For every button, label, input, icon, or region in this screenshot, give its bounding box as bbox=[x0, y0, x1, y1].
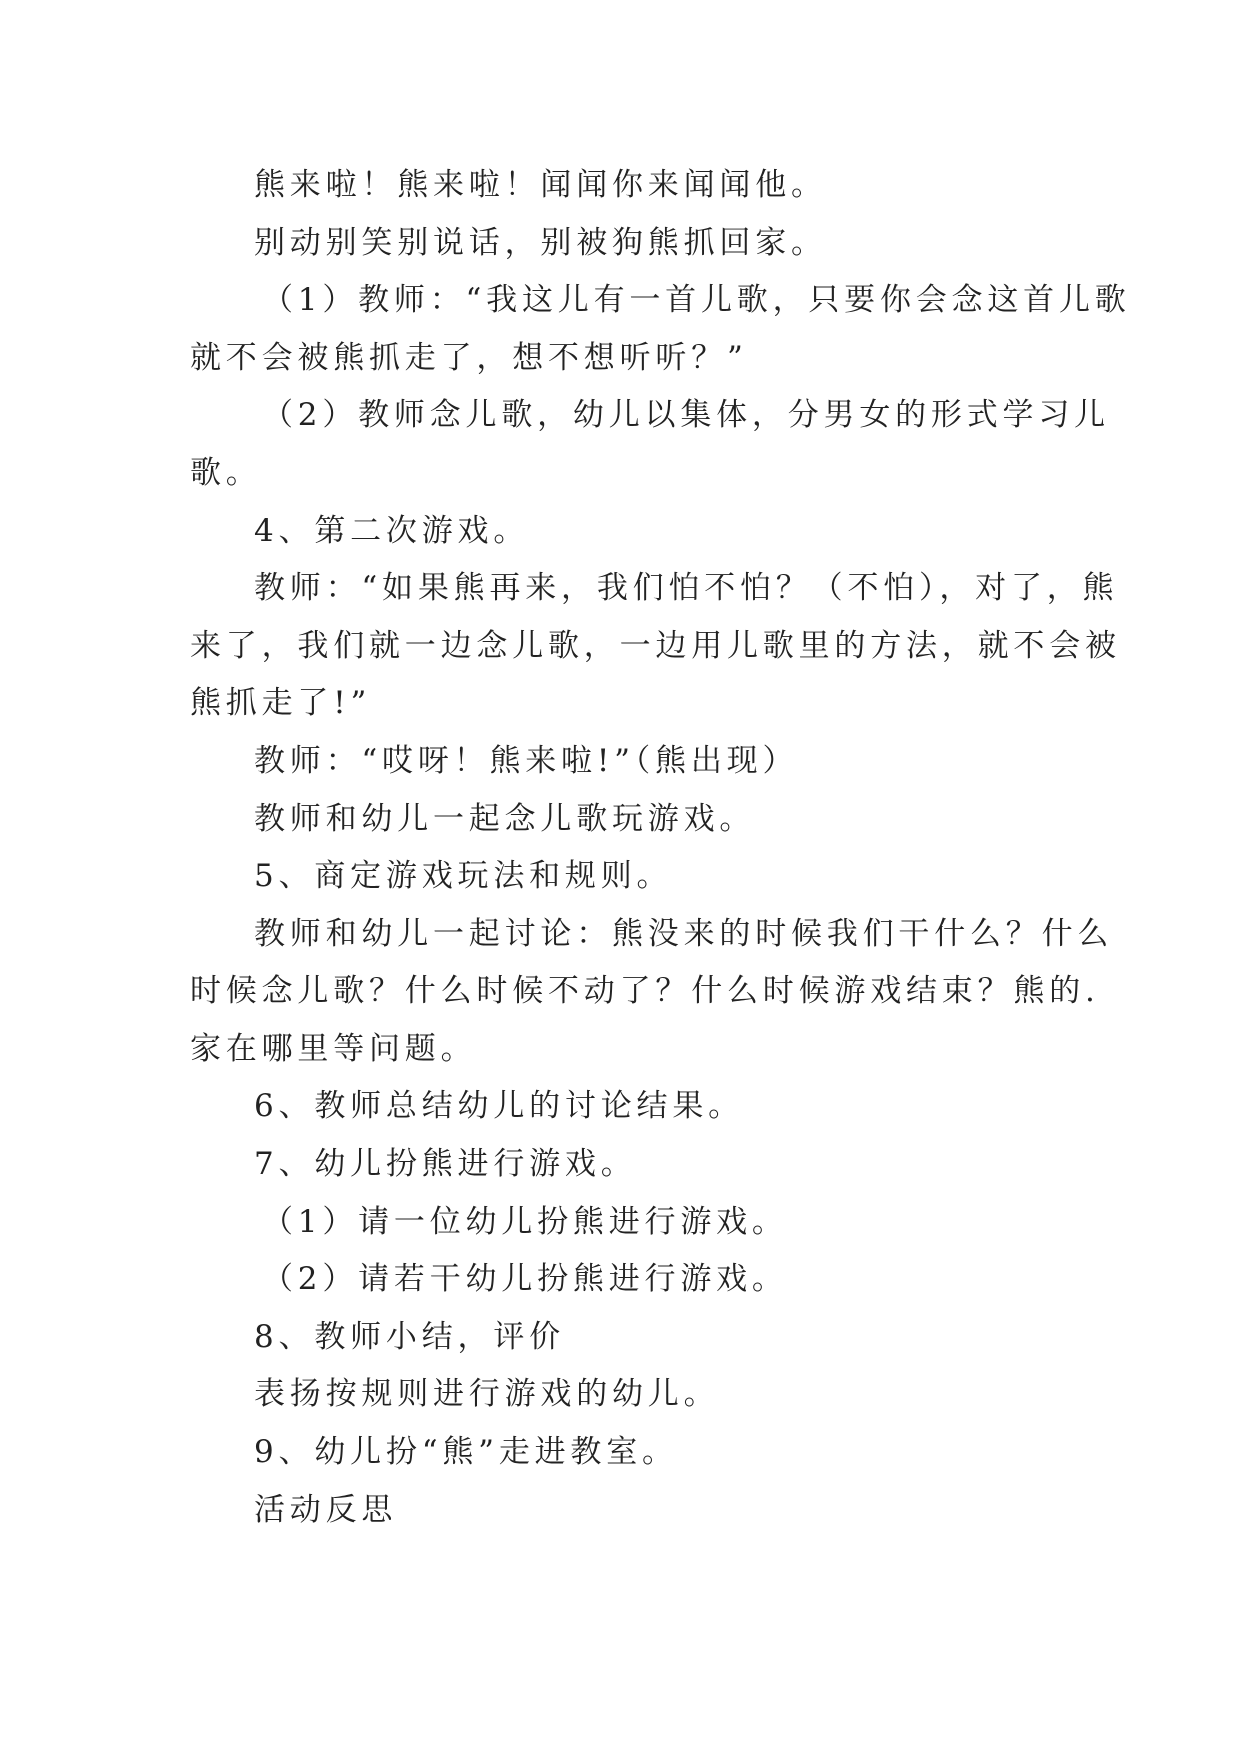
text-line: 教师：“哎呀！熊来啦!”（熊出现） bbox=[254, 743, 799, 779]
text-line: 表扬按规则进行游戏的幼儿。 bbox=[254, 1376, 720, 1412]
text-line: 歌。 bbox=[190, 455, 262, 491]
text-line: （2）教师念儿歌，幼儿以集体，分男女的形式学习儿 bbox=[262, 397, 1110, 433]
text-line: 活动反思 bbox=[254, 1492, 398, 1528]
text-line: （2）请若干幼儿扮熊进行游戏。 bbox=[262, 1261, 788, 1297]
text-line: 熊来啦！熊来啦！闻闻你来闻闻他。 bbox=[254, 167, 827, 203]
text-line: 就不会被熊抓走了，想不想听听？” bbox=[190, 340, 748, 376]
text-line: （1）教师：“我这儿有一首儿歌，只要你会念这首儿歌 bbox=[262, 282, 1131, 318]
text-line: 教师和幼儿一起念儿歌玩游戏。 bbox=[254, 801, 756, 837]
text-line: 4、第二次游戏。 bbox=[254, 513, 530, 549]
text-line: 教师：“如果熊再来，我们怕不怕？（不怕），对了，熊 bbox=[254, 570, 1119, 606]
text-line: 7、幼儿扮熊进行游戏。 bbox=[254, 1146, 637, 1182]
text-line: 5、商定游戏玩法和规则。 bbox=[254, 858, 673, 894]
text-line: 别动别笑别说话，别被狗熊抓回家。 bbox=[254, 225, 827, 261]
text-line: 家在哪里等问题。 bbox=[190, 1031, 477, 1067]
text-line: 时候念儿歌？什么时候不动了？什么时候游戏结束？熊的. bbox=[190, 973, 1100, 1009]
text-line: 熊抓走了!” bbox=[190, 685, 372, 721]
text-line: 教师和幼儿一起讨论：熊没来的时候我们干什么？什么 bbox=[254, 916, 1114, 952]
text-line: 来了，我们就一边念儿歌，一边用儿歌里的方法，就不会被 bbox=[190, 628, 1121, 664]
text-line: 6、教师总结幼儿的讨论结果。 bbox=[254, 1088, 744, 1124]
text-line: 9、幼儿扮“熊”走进教室。 bbox=[254, 1434, 678, 1470]
text-line: 8、教师小结，评价 bbox=[254, 1319, 565, 1355]
text-line: （1）请一位幼儿扮熊进行游戏。 bbox=[262, 1204, 788, 1240]
